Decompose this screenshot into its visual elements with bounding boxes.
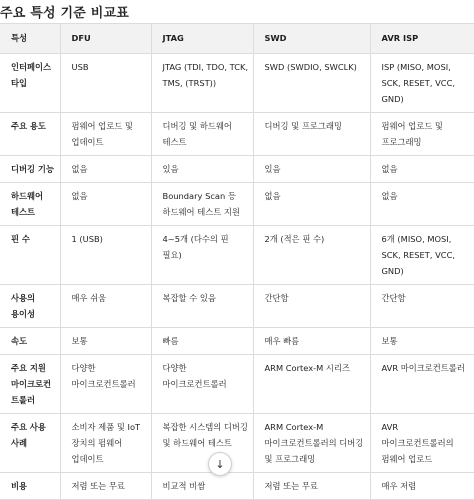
- table-cell: 다양한 마이크로컨트롤러: [151, 355, 253, 414]
- table-cell: 저렴 또는 무료: [253, 473, 370, 500]
- header-jtag: JTAG: [151, 24, 253, 54]
- table-row: [0, 355, 474, 414]
- table-header-row: [0, 24, 474, 54]
- table-row: [0, 156, 474, 183]
- table-cell: 디버깅 및 하드웨어 테스트: [151, 113, 253, 156]
- table-cell: 보통: [60, 328, 151, 355]
- row-label-cell: 사용의 용이성: [0, 285, 60, 328]
- table-cell: AVR 마이크로컨트롤러: [370, 355, 474, 414]
- table-row: [0, 414, 474, 473]
- comparison-table: [0, 23, 474, 500]
- table-cell: 간단함: [370, 285, 474, 328]
- table-cell: ISP (MISO, MOSI, SCK, RESET, VCC, GND): [370, 54, 474, 113]
- table-cell: 다양한 마이크로컨트롤러: [60, 355, 151, 414]
- table-cell: 비교적 비쌈: [151, 473, 253, 500]
- table-row: [0, 183, 474, 226]
- row-label-cell: 디버깅 기능: [0, 156, 60, 183]
- table-cell: 없음: [253, 183, 370, 226]
- table-cell: 없음: [370, 183, 474, 226]
- row-label-cell: 속도: [0, 328, 60, 355]
- header-dfu: DFU: [60, 24, 151, 54]
- row-label-cell: 핀 수: [0, 226, 60, 285]
- table-cell: 보통: [370, 328, 474, 355]
- page-title: 주요 특성 기준 비교표: [0, 6, 129, 21]
- scroll-down-button[interactable]: [208, 452, 232, 476]
- header-characteristic: 특성: [0, 24, 60, 54]
- table-cell: 빠름: [151, 328, 253, 355]
- table-cell: 저렴 또는 무료: [60, 473, 151, 500]
- row-label-cell: 주요 용도: [0, 113, 60, 156]
- row-label-cell: 인터페이스 타입: [0, 54, 60, 113]
- table-cell: JTAG (TDI, TDO, TCK, TMS, (TRST)): [151, 54, 253, 113]
- table-cell: 없음: [60, 156, 151, 183]
- table-cell: USB: [60, 54, 151, 113]
- table-cell: 매우 저렴: [370, 473, 474, 500]
- table-cell: 소비자 제품 및 IoT 장치의 펌웨어 업데이트: [60, 414, 151, 473]
- table-cell: 매우 빠름: [253, 328, 370, 355]
- table-row: [0, 113, 474, 156]
- table-cell: 복잡한 시스템의 디버깅 및 하드웨어 테스트: [151, 414, 253, 473]
- table-row: [0, 473, 474, 500]
- table-cell: 1 (USB): [60, 226, 151, 285]
- comparison-table-container: [0, 23, 474, 491]
- table-row: [0, 285, 474, 328]
- table-cell: 있음: [151, 156, 253, 183]
- table-row: [0, 54, 474, 113]
- table-cell: 디버깅 및 프로그래밍: [253, 113, 370, 156]
- table-cell: AVR 마이크로컨트롤러의 펌웨어 업로드: [370, 414, 474, 473]
- arrow-down-icon: ↓: [215, 457, 225, 471]
- table-cell: 펌웨어 업로드 및 업데이트: [60, 113, 151, 156]
- row-label-cell: 주요 사용 사례: [0, 414, 60, 473]
- table-cell: ARM Cortex-M 마이크로컨트롤러의 디버깅 및 프로그래밍: [253, 414, 370, 473]
- row-label-cell: 하드웨어 테스트: [0, 183, 60, 226]
- table-cell: 4~5개 (다수의 핀 필요): [151, 226, 253, 285]
- table-cell: 매우 쉬움: [60, 285, 151, 328]
- table-cell: ARM Cortex-M 시리즈: [253, 355, 370, 414]
- row-label-cell: 주요 지원 마이크로컨트롤러: [0, 355, 60, 414]
- table-row: [0, 226, 474, 285]
- table-cell: 있음: [253, 156, 370, 183]
- table-cell: 6개 (MISO, MOSI, SCK, RESET, VCC, GND): [370, 226, 474, 285]
- header-avr-isp: AVR ISP: [370, 24, 474, 54]
- table-cell: SWD (SWDIO, SWCLK): [253, 54, 370, 113]
- table-cell: 펌웨어 업로드 및 프로그래밍: [370, 113, 474, 156]
- table-cell: Boundary Scan 등 하드웨어 테스트 지원: [151, 183, 253, 226]
- row-label-cell: 비용: [0, 473, 60, 500]
- table-cell: 2개 (적은 핀 수): [253, 226, 370, 285]
- table-cell: 없음: [370, 156, 474, 183]
- table-cell: 간단함: [253, 285, 370, 328]
- header-swd: SWD: [253, 24, 370, 54]
- table-cell: 없음: [60, 183, 151, 226]
- table-cell: 복잡할 수 있음: [151, 285, 253, 328]
- table-row: [0, 328, 474, 355]
